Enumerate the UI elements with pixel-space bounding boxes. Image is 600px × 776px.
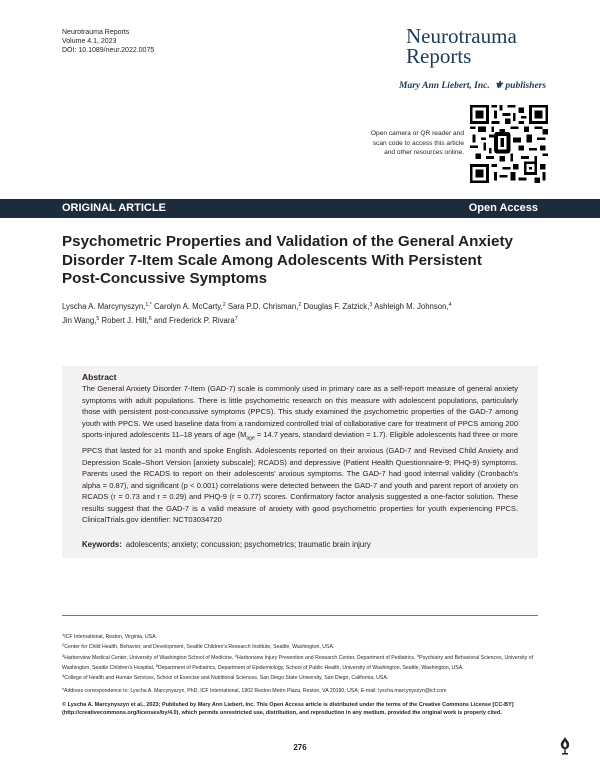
journal-volume: Volume 4.1, 2023 — [62, 38, 117, 46]
journal-doi[interactable]: DOI: 10.1089/neur.2022.0075 — [62, 47, 155, 55]
author: Ashleigh M. Johnson,$^4$ — [374, 302, 452, 311]
qr-caption-line: scan code to access this article — [372, 139, 464, 147]
keywords-label: Keywords: — [82, 540, 122, 549]
journal-logo-title — [406, 26, 538, 66]
author: Douglas F. Zatzick,$^3$ — [303, 302, 373, 311]
journal-meta — [62, 28, 154, 56]
qr-caption-line: Open camera or QR reader and — [370, 130, 464, 137]
publisher-suffix: publishers — [505, 81, 547, 91]
affiliations — [62, 631, 538, 696]
correspondence: *Address correspondence to: Lyscha A. Marcynyszyn, PhD, ICF International, 1902 Reston Metro Plaza, Reston, VA 20190, USA; E-mail: lyscha.marcynyszyn@icf.com — [62, 688, 447, 695]
footnote-divider — [62, 615, 538, 616]
keywords-text: adolescents; anxiety; concussion; psychometrics; traumatic brain injury — [125, 540, 371, 549]
author: Lyscha A. Marcynyszyn,$^{1,*}$ — [62, 302, 152, 311]
publisher-logo — [399, 80, 546, 91]
journal-title-line1: Neurotrauma — [406, 24, 517, 48]
author-list — [62, 299, 532, 327]
journal-name: Neurotrauma Reports — [62, 29, 130, 36]
abstract-heading: Abstract — [82, 372, 117, 382]
article-type-label: ORIGINAL ARTICLE — [62, 202, 166, 214]
affiliation-item: $^1$ICF International, Reston, Virginia, USA. — [62, 632, 157, 640]
license-statement: © Lyscha A. Marcynyszyn et al., 2023; Published by Mary Ann Liebert, Inc. This Open Access article is distributed under the terms of the Creative Commons License [CC-BY] (http://creativecommons.org/licenses/by/4.0), which permits unrestricted use, distribution, and reproduction in any medium, provided the original work is properly cited. — [62, 702, 514, 716]
author: Robert J. Hilt,$^6$ — [101, 316, 152, 325]
author: Jin Wang,$^5$ — [62, 316, 100, 325]
open-access-label: Open Access — [468, 202, 538, 214]
author: Sara P.D. Chrisman,$^2$ — [227, 302, 302, 311]
publisher-mark-icon: ⚜ — [494, 80, 504, 91]
affiliation-item: $^4$College of Health and Human Services, School of Exercise and Nutritional Sciences, San Diego State University, San Diego, California, USA. — [62, 673, 389, 682]
affiliation-item: $^2$Center for Child Health, Behavior, and Development, Seattle Children's Research Institute, Seattle, Washington, USA. — [62, 642, 335, 651]
author: and Frederick P. Rivara$^7$ — [153, 316, 238, 325]
article-banner — [0, 199, 600, 218]
publisher-name: Mary Ann Liebert, Inc. — [399, 81, 490, 91]
publisher-flame-icon — [558, 737, 572, 755]
page-number: 276 — [293, 743, 307, 752]
author: Carolyn A. McCarty,$^2$ — [154, 302, 226, 311]
abstract-text: The General Anxiety Disorder 7-Item (GAD-7) scale is commonly used in primary care as a self-report measure of general anxiety symptoms with adult populations. There is little psychometric research on this measure with adolescent populations, particularly those with persistent post-concussive symptoms (PPCS). This study examined the psychometric properties of the GAD-7 among youth with PPCS. We used baseline data from a randomized controlled trial of collaborative care for treatment of PPCS among 200 sports-injured adolescents 11–18 years of age ($M_{age} = 14.7$ years, standard deviation = 1.7). Eligible adolescents had three or more PPCS that lasted for ≥1 month and spoke English. Adolescents reported on their anxious (GAD-7 and Revised Child Anxiety and Depression Scale–Short Version [anxiety subscale]; RCADS) and depressive (Patient Health Questionnaire-9; PHQ-9) symptoms. Parents used the RCADS to report on their adolescents' anxious symptoms. The GAD-7 had good internal validity (Cronbach's alpha = 0.87), and significant (p < 0.001) correlations were detected between the GAD-7 and youth and parent report of anxiety on RCADS (r = 0.73 and r = 0.29) and PHQ-9 (r = 0.77) scores. Confirmatory factor analysis suggested a one-factor solution. These results suggest that the GAD-7 is a valid measure of anxiety with good psychometric properties for youth experiencing PPCS. ClinicalTrials.gov identifier: NCT03034720 — [82, 384, 518, 524]
article-title: Psychometric Properties and Validation of the General Anxiety Disorder 7-Item Scale Among Adolescents With Persistent Post-Concussive Symptoms — [62, 233, 513, 287]
qr-code-icon[interactable] — [470, 105, 548, 183]
journal-title-line2: Reports — [406, 44, 472, 68]
keywords — [82, 540, 518, 549]
affiliation-item: $^3$Harborview Medical Center, University of Washington School of Medicine, $^4$Harborview Injury Prevention and Research Center, Department of Pediatrics, $^5$Psychiatry and Behavioral Sciences, University of Washington, Seattle Children's Hospital, $^6$Department of Pediatrics, Department of Epidemiology, School of Public Health, University of Washington, Seattle, Washington, USA. — [62, 652, 534, 671]
qr-caption — [340, 129, 464, 158]
qr-caption-line: and other resources online. — [384, 149, 464, 156]
